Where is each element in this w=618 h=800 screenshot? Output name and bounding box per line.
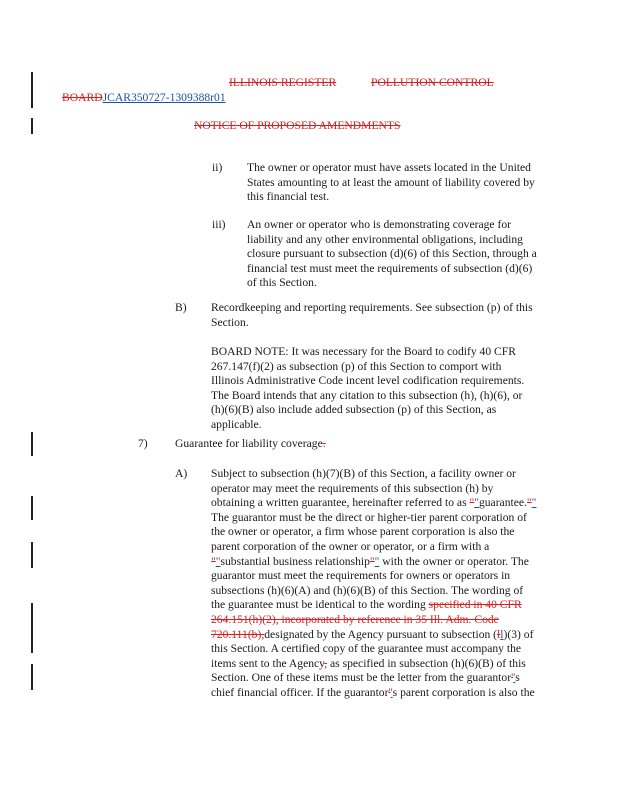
agency-name-line1: POLLUTION CONTROL	[371, 76, 494, 89]
inserted-quote: "	[374, 554, 380, 568]
section-7-title	[175, 437, 535, 452]
item-ii-text: The owner or operator must have assets located in the United States amounting to at least the amount of liability covered by this financial test.	[247, 161, 535, 204]
item-b-label: B)	[175, 301, 187, 314]
deleted-quote: "	[211, 554, 216, 568]
item-a-text	[211, 467, 537, 701]
item-a-text-part: guarantee.	[478, 496, 527, 510]
item-a-text-part: with the owner or operator. The guarantor must meet the requirements for owners or operators in subsections (h)(6)(A) and (h)(6)(B) of this Section. The wording of the guarantee must be identical to the wording	[211, 554, 529, 612]
item-a-text-part: The guarantor must be the direct or higher-tier parent corporation of the owner or operator, a firm whose parent corporation is also the parent corporation of the owner or operator, or a firm with a	[211, 510, 527, 553]
item-iii-text: An owner or operator who is demonstrating coverage for liability and any other environmental obligations, including closure pursuant to subsection (d)(6) of this Section, through a financial test must meet the requirements of subsection (d)(6) of this Section.	[247, 218, 537, 290]
inserted-quote: "	[215, 554, 221, 568]
inserted-quote: "	[474, 496, 479, 510]
change-bar-header	[31, 72, 33, 108]
register-title: ILLINOIS REGISTER	[229, 76, 337, 89]
change-bar-notice	[31, 118, 33, 134]
board-note: BOARD NOTE: It was necessary for the Board to codify 40 CFR 267.147(f)(2) as subsection (p) of this Section to comport with Illinois Administrative Code incent level codification requirements. The Board intends that any citation to this subsection (h), (h)(6), or (h)(6)(B) also include added subsection (p) of this Section, as applicable.	[211, 345, 525, 431]
section-7-label: 7)	[138, 437, 148, 450]
inserted-apostrophe: '	[390, 685, 393, 699]
item-iii-label: iii)	[212, 218, 226, 231]
deleted-apostrophe: '	[511, 671, 514, 685]
deleted-quote: "	[369, 554, 375, 568]
item-a-text-part: s parent corporation is also the	[392, 685, 535, 699]
deleted-comma: ,	[324, 656, 328, 670]
section-7-deleted-period: .	[322, 437, 326, 450]
deleted-cfr-reference: specified in 40 CFR 264.151(h)(2), incorporated by reference in 35 Ill. Adm. Code 720.111(b),	[211, 598, 522, 641]
item-a-text-part: designated by the Agency pursuant to subsection (	[264, 627, 498, 641]
deleted-letter: l	[497, 627, 501, 641]
item-a-label: A)	[175, 467, 188, 480]
item-a-text-part: )(3) of this Section. A certified copy of the guarantee must accompany the items sent to the Agency	[211, 627, 534, 670]
change-bar-guarantee-c	[31, 603, 33, 653]
item-a-text-part: s chief financial officer. If the guarantor	[211, 671, 520, 699]
notice-title: NOTICE OF PROPOSED AMENDMENTS	[194, 119, 401, 132]
change-bar-guarantee-d	[31, 664, 33, 690]
item-b-text: Recordkeeping and reporting requirements. See subsection (p) of this Section.	[211, 301, 533, 329]
inserted-apostrophe: '	[513, 671, 516, 685]
item-a-text-part: substantial business relationship	[220, 554, 370, 568]
agency-name-line2: BOARD	[62, 91, 103, 104]
deleted-quote: "	[469, 496, 475, 510]
change-bar-guarantee-b	[31, 542, 33, 568]
deleted-apostrophe: '	[388, 685, 391, 699]
item-a-text-part: Subject to subsection (h)(7)(B) of this Section, a facility owner or operator may meet the requirements of this subsection (h) by obtaining a written guarantee, hereinafter referred to as	[211, 467, 516, 510]
item-ii-label: ii)	[212, 161, 223, 174]
item-a-text-part: as specified in subsection (h)(6)(B) of this Section. One of these items must be the letter from the guarantor	[211, 656, 526, 685]
change-bar-guarantee-a	[31, 496, 33, 520]
jcar-code: JCAR350727-1309388r01	[102, 91, 226, 104]
change-bar-guarantee-title	[31, 432, 33, 456]
inserted-quote: "	[531, 496, 537, 510]
inserted-letter: l	[500, 627, 504, 641]
deleted-quote: "	[526, 496, 532, 510]
section-7-title-text: Guarantee for liability coverage	[175, 437, 323, 450]
jcar-line	[62, 91, 226, 106]
